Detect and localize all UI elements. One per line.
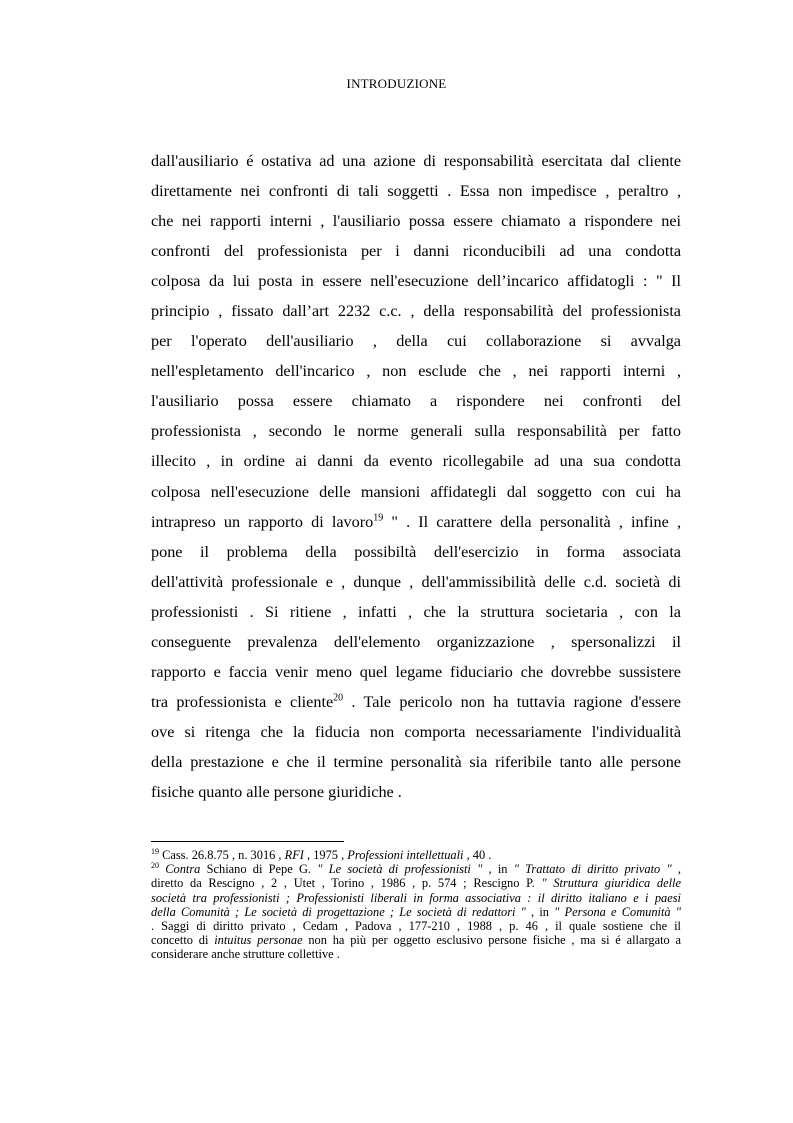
body-line: ove si ritenga che la fiducia non comporta necessariamente l'individualità	[151, 722, 681, 741]
body-line-text: intrapreso un rapporto di lavoro	[151, 512, 374, 531]
footnote-italic-text: RFI	[284, 848, 304, 862]
footnote-text: . Saggi di diritto privato , Cedam , Padova , 177-210 , 1988 , p. 46 , il quale sostiene che il	[151, 918, 681, 933]
body-line: professionista , secondo le norme generali sulla responsabilità per fatto	[151, 422, 681, 441]
body-line-text: . Tale pericolo non ha tuttavia ragione d'essere	[343, 692, 681, 711]
footnote-text: non ha più per oggetto esclusivo persone fisiche , ma si é allargato a	[302, 933, 681, 948]
footnote-line	[151, 891, 681, 905]
footnote-italic-text: " Le società di professionisti "	[317, 862, 483, 877]
footnote-number: 20	[151, 861, 159, 871]
footnote-text: ,	[671, 862, 682, 877]
footnote-number: 19	[151, 846, 159, 856]
footnote-text: , in	[482, 862, 514, 877]
body-line: l'ausiliario possa essere chiamato a rispondere nei confronti del	[151, 392, 681, 411]
body-line: della prestazione e che il termine personalità sia riferibile tanto alle persone	[151, 752, 681, 771]
footnote-italic-text: della Comunità ; Le società di progettazione ; Le società di redattori "	[151, 904, 526, 919]
body-line: pone il problema della possibiltà dell'esercizio in forma associata	[151, 542, 681, 561]
footnote-italic-text: intuitus personae	[214, 933, 303, 948]
body-line: confronti del professionista per i danni riconducibili ad una condotta	[151, 242, 681, 261]
footnote-text: concetto di	[151, 933, 215, 948]
body-line: conseguente prevalenza dell'elemento organizzazione , spersonalizzi il	[151, 632, 681, 651]
body-line: che nei rapporti interni , l'ausiliario possa essere chiamato a rispondere nei	[151, 212, 681, 231]
footnote-line	[151, 933, 681, 947]
footnote-italic-text: Professioni intellettuali	[347, 848, 464, 862]
footnote-line	[151, 947, 681, 961]
body-text	[151, 146, 681, 807]
footnote-text: diretto da Rescigno , 2 , Utet , Torino , 1986 , p. 574 ; Rescigno P.	[151, 876, 542, 891]
footnote-text: , 40 .	[463, 848, 492, 862]
body-line: illecito , in ordine ai danni da evento ricollegabile ad una sua condotta	[151, 452, 681, 471]
footnotes	[151, 848, 681, 962]
footnote-italic-text: società tra professionisti ; Professionisti liberali in forma associativa : il diritto italiano e i paesi	[151, 890, 681, 905]
body-line: direttamente nei confronti di tali soggetti . Essa non impedisce , peraltro ,	[151, 182, 681, 201]
footnote-italic-text: " Trattato di diritto privato "	[513, 862, 672, 877]
body-line: dell'attività professionale e , dunque , dell'ammissibilità delle c.d. società di	[151, 572, 681, 591]
body-line: principio , fissato dall’art 2232 c.c. , della responsabilità del professionista	[151, 302, 681, 321]
body-line: dall'ausiliario é ostativa ad una azione di responsabilità esercitata dal cliente	[151, 152, 681, 170]
footnote-text: considerare anche strutture collettive .	[151, 947, 340, 962]
footnote-line	[151, 848, 681, 862]
footnote-text: Cass. 26.8.75 , n. 3016 ,	[159, 848, 285, 862]
footnote-text: Schiano di Pepe G.	[200, 862, 318, 877]
body-line: per l'operato dell'ausiliario , della cui collaborazione si avvalga	[151, 332, 681, 351]
footnote-text: , 1975 ,	[303, 848, 348, 862]
body-line: fisiche quanto alle persone giuridiche .	[151, 782, 402, 801]
footnote-text: , in	[525, 904, 555, 919]
body-line: professionisti . Si ritiene , infatti , che la struttura societaria , con la	[151, 602, 681, 621]
footnote-line	[151, 862, 681, 876]
body-line: colposa nell'esecuzione delle mansioni affidategli dal soggetto con cui ha	[151, 482, 681, 501]
footnote-reference[interactable]: 19	[373, 512, 384, 524]
body-line: rapporto e faccia venir meno quel legame fiduciario che dovrebbe sussistere	[151, 662, 681, 681]
footnote-reference[interactable]: 20	[333, 692, 344, 704]
body-line: nell'espletamento dell'incarico , non esclude che , nei rapporti interni ,	[151, 362, 681, 381]
footnote-divider	[151, 841, 344, 842]
body-line-text: " . Il carattere della personalità , infine ,	[383, 512, 681, 531]
page-header: INTRODUZIONE	[346, 76, 447, 91]
body-line	[151, 507, 681, 537]
footnote-line	[151, 919, 681, 933]
body-line: colposa da lui posta in essere nell'esecuzione dell’incarico affidatogli : " Il	[151, 272, 681, 291]
body-line	[151, 687, 681, 717]
footnote-italic-text: " Persona e Comunità "	[554, 904, 681, 919]
body-line-text: tra professionista e cliente	[151, 692, 334, 711]
footnote-italic-text: " Struttura giuridica delle	[541, 876, 682, 891]
footnote-italic-text: Contra	[165, 862, 201, 877]
footnote-line	[151, 905, 681, 919]
footnote-line	[151, 876, 681, 890]
